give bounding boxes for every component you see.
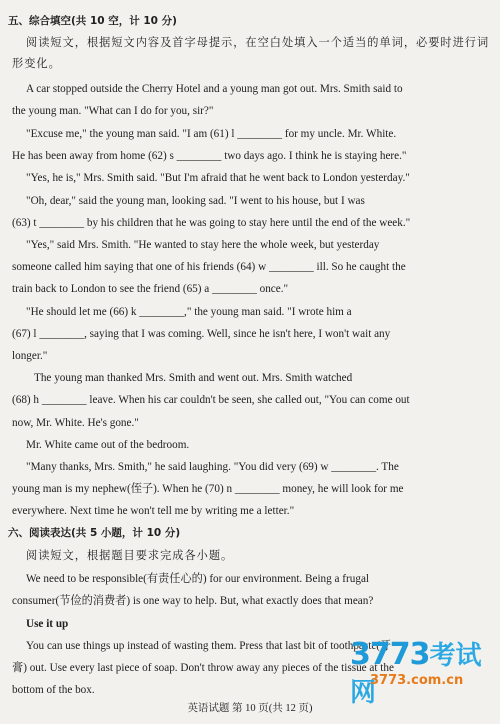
passage-line: longer." bbox=[12, 350, 48, 362]
reading-line: bottom of the box. bbox=[12, 684, 95, 696]
passage-line: "Yes," said Mrs. Smith. "He wanted to stay here the whole week, but yesterday bbox=[26, 239, 380, 251]
section-6-heading: 六、阅读表达(共 5 小题，计 10 分) bbox=[8, 527, 181, 539]
watermark-digits: 3773 bbox=[350, 637, 430, 672]
passage-line: Mr. White came out of the bedroom. bbox=[26, 439, 190, 451]
reading-line: You can use things up instead of wasting them. Press that last bit of toothpaste(牙 bbox=[26, 640, 392, 652]
watermark-brand bbox=[350, 635, 495, 709]
section-5-instruction: 阅读短文，根据短文内容及首字母提示，在空白处填入一个适当的单词，必要时进行词 bbox=[26, 37, 490, 49]
subheading-use-it-up: Use it up bbox=[26, 618, 69, 630]
passage-line: A car stopped outside the Cherry Hotel and a young man got out. Mrs. Smith said to bbox=[26, 83, 403, 95]
passage-line-blank-66: "He should let me (66) k ________," the young man said. "I wrote him a bbox=[26, 306, 352, 318]
passage-line-blank-64: someone called him saying that one of his friends (64) w ________ ill. So he caught the bbox=[12, 261, 406, 273]
passage-line-blank-65: train back to London to see the friend (65) a ________ once." bbox=[12, 283, 289, 295]
passage-line: "Oh, dear," said the young man, looking sad. "I went to his house, but I was bbox=[26, 195, 365, 207]
passage-line-blank-69: "Many thanks, Mrs. Smith," he said laughing. "You did very (69) w ________. The bbox=[26, 461, 399, 473]
passage-line: "Yes, he is," Mrs. Smith said. "But I'm afraid that he went back to London yesterday." bbox=[26, 172, 410, 184]
reading-line: We need to be responsible(有责任心的) for our environment. Being a frugal bbox=[26, 573, 370, 585]
passage-line-blank-70: young man is my nephew(侄子). When he (70) n ________ money, he will look for me bbox=[12, 483, 404, 495]
page-footer: 英语试题 第 10 页(共 12 页) bbox=[187, 703, 313, 714]
passage-line-blank-61: "Excuse me," the young man said. "I am (61) l ________ for my uncle. Mr. White. bbox=[26, 128, 397, 140]
section-5-heading: 五、综合填空(共 10 空，计 10 分) bbox=[8, 15, 177, 27]
passage-line: The young man thanked Mrs. Smith and went out. Mrs. Smith watched bbox=[34, 372, 353, 384]
passage-line: now, Mr. White. He's gone." bbox=[12, 417, 139, 429]
reading-line: 膏) out. Use every last piece of soap. Don't throw away any pieces of the tissue at the bbox=[12, 662, 394, 674]
passage-line-blank-67: (67) l ________, saying that I was coming. Well, since he isn't here, I won't wait any bbox=[12, 328, 391, 340]
passage-line-blank-68: (68) h ________ leave. When his car couldn't be seen, she called out, "You can come out bbox=[12, 394, 410, 406]
section-6-instruction: 阅读短文，根据题目要求完成各小题。 bbox=[26, 550, 234, 562]
watermark-cn: 考试网 bbox=[350, 641, 482, 708]
watermark-logo bbox=[350, 635, 495, 708]
reading-line: consumer(节俭的消费者) is one way to help. But, what exactly does that mean? bbox=[12, 595, 374, 607]
watermark-url: 3773.com.cn bbox=[370, 673, 464, 688]
passage-line-blank-62: He has been away from home (62) s ________ two days ago. I think he is staying here." bbox=[12, 150, 407, 162]
passage-line: everywhere. Next time he won't tell me by writing me a letter." bbox=[12, 505, 295, 517]
passage-line: the young man. "What can I do for you, sir?" bbox=[12, 105, 214, 117]
passage-line-blank-63: (63) t ________ by his children that he was going to stay here until the end of the week." bbox=[12, 217, 411, 229]
section-5-instruction-cont: 形变化。 bbox=[12, 58, 61, 70]
